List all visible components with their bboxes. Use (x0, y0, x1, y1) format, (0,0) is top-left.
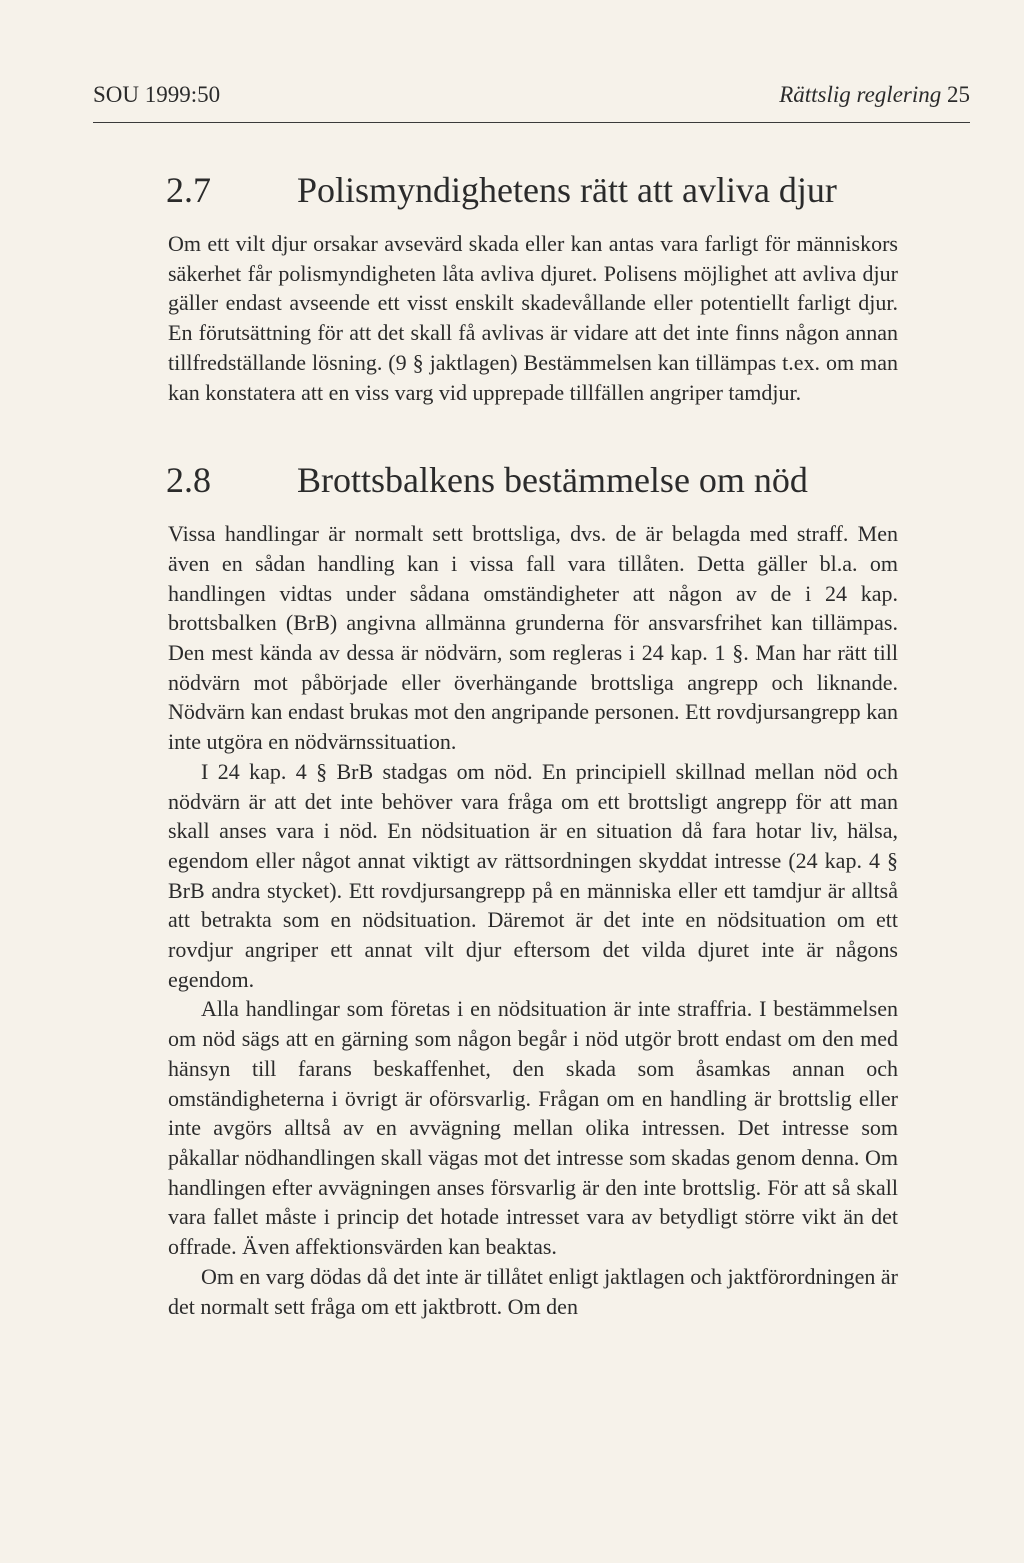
section-heading-2-7 (166, 165, 898, 215)
section-name: Rättslig reglering (779, 82, 942, 107)
report-id: SOU 1999:50 (93, 82, 221, 107)
paragraph: Om en varg dödas då det inte är tillåtet enligt jaktlagen och jaktförordningen är det normalt sett fråga om ett jaktbrott. Om den (168, 1263, 898, 1319)
running-header (93, 80, 970, 110)
header-rule (93, 122, 970, 123)
section-number: 2.7 (166, 170, 211, 210)
section-heading-2-8 (166, 455, 898, 505)
main-content (168, 165, 898, 1321)
paragraph: Vissa handlingar är normalt sett brottsliga, dvs. de är belagda med straff. Men även en sådan handling kan i vissa fall vara tillåten. Detta gäller bl.a. om handlingen vidtas under sådana omständigheter att någon av de i 24 kap. brottsbalken (BrB) angivna allmänna grunderna för ansvarsfrihet kan tillämpas. Den mest kända av dessa är nödvärn, som regleras i 24 kap. 1 §. Man har rätt till nödvärn mot påbörjade eller överhängande brottsliga angrepp och liknande. Nödvärn kan endast brukas mot den angripande personen. Ett rovdjursangrepp kan inte utgöra en nödvärnssituation. (168, 521, 898, 755)
paragraph: Om ett vilt djur orsakar avsevärd skada eller kan antas vara farligt för människors säkerhet får polismyndigheten låta avliva djuret. Polisens möjlighet att avliva djur gäller endast avseende ett visst enskilt skadevållande eller potentiellt farligt djur. En förutsättning för att det skall få avlivas är vidare att det inte finns någon annan tillfredställande lösning. (9 § jaktlagen) Bestämmelsen kan tillämpas t.ex. om man kan konstatera att en viss varg vid upprepade tillfällen angriper tamdjur. (168, 231, 898, 405)
page-number: 25 (947, 82, 970, 107)
section-number: 2.8 (166, 460, 211, 501)
paragraph: I 24 kap. 4 § BrB stadgas om nöd. En principiell skillnad mellan nöd och nödvärn är att det inte behöver vara fråga om ett brottsligt angrepp för att man skall anses vara i nöd. En nödsituation är en situation då fara hotar liv, hälsa, egendom eller något annat viktigt av rättsordningen skyddat intresse (24 kap. 4 § BrB andra stycket). Ett rovdjursangrepp på en människa eller ett tamdjur är alltså att betrakta som en nödsituation. Däremot är det inte en nödsituation om ett rovdjur angriper ett annat vilt djur eftersom det vilda djuret inte är någons egendom. (168, 758, 898, 992)
section-title: Brottsbalkens bestämmelse om nöd (297, 460, 808, 501)
section-title: Polismyndighetens rätt att avliva djur (297, 170, 837, 210)
paragraph: Alla handlingar som företas i en nödsituation är inte straffria. I bestämmelsen om nöd sägs att en gärning som någon begår i nöd utgör brott endast om den med hänsyn till farans beskaffenhet, den skada som åsamkas annan och omständigheterna i övrigt är oförsvarlig. Frågan om en handling är brottslig eller inte avgörs alltså av en avvägning mellan olika intressen. Det intresse som påkallar nödhandlingen skall vägas mot det intresse som skadas genom denna. Om handlingen efter avvägningen anses försvarlig är den inte brottslig. För att så skall vara fallet måste i princip det hotade intresset vara av betydligt större vikt än det offrade. Även affektionsvärden kan beaktas. (168, 996, 898, 1260)
header-right (779, 80, 970, 110)
